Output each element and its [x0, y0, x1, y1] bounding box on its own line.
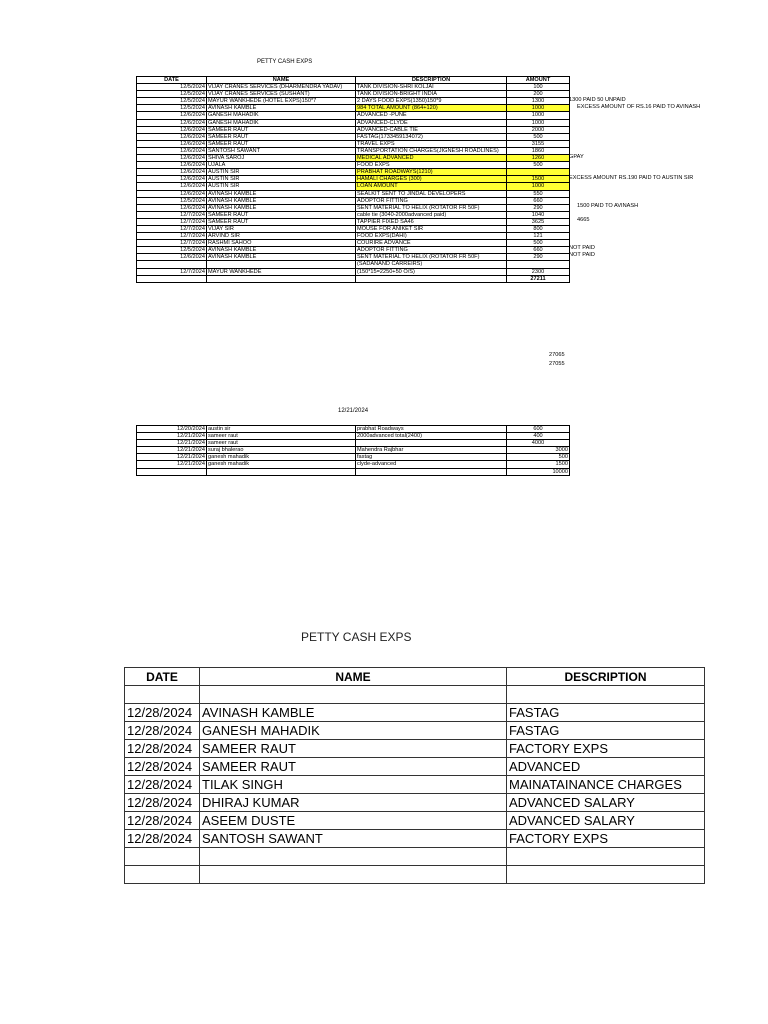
cell-desc [356, 440, 507, 447]
table-row [137, 461, 570, 468]
cell-date: 12/5/2024 [137, 84, 207, 91]
table-row [125, 830, 705, 848]
cell-amount: 500 [507, 454, 570, 461]
cell-name: SANTOSH SAWANT [207, 147, 356, 154]
table-row [137, 440, 570, 447]
cell-desc: TRANSPORTATION CHARGES(JIGNESH ROADLINES) [356, 147, 507, 154]
table-row [125, 704, 705, 722]
table-row [125, 866, 705, 884]
cell-date: 12/6/2024 [137, 126, 207, 133]
cell-desc: TAPPIER FIXED SA46 [356, 218, 507, 225]
empty-cell [356, 275, 507, 282]
cell-date: 12/7/2024 [137, 240, 207, 247]
cell-name: GANESH MAHADIK [200, 722, 507, 740]
cell-desc: LOAN AMOUNT [356, 183, 507, 190]
cell-date: 12/6/2024 [137, 133, 207, 140]
table-row [125, 740, 705, 758]
cell-desc: FASTAG(1733459134072) [356, 133, 507, 140]
cell-amount: 400 [507, 433, 570, 440]
cell-name: TILAK SINGH [200, 776, 507, 794]
cell-name [200, 686, 507, 704]
cell-desc: HAMALI CHARGES (300) [356, 176, 507, 183]
total-row [137, 275, 570, 282]
table-row [125, 776, 705, 794]
cell-date: 12/7/2024 [137, 233, 207, 240]
cell-desc: prabhat Roadways [356, 426, 507, 433]
cell-amount [507, 169, 570, 176]
cell-name: AVINASH KAMBLE [207, 197, 356, 204]
side-note: EXCESS AMOUNT OF RS.16 PAID TO AVINASH [577, 104, 701, 111]
cell-name: austin sir [207, 426, 356, 433]
petty-cash-table-3 [124, 667, 705, 884]
cell-desc: cable tie (3040-2000advanced paid) [356, 211, 507, 218]
cell-amount: 1860 [507, 147, 570, 154]
table-row [137, 197, 570, 204]
cell-amount [507, 261, 570, 268]
cell-amount: 3155 [507, 140, 570, 147]
cell-desc: MEDICAL ADVANCED [356, 155, 507, 162]
cell-name: SHIVA SAROJ [207, 155, 356, 162]
table-row [137, 91, 570, 98]
cell-date: 12/5/2024 [137, 197, 207, 204]
cell-name: VIJAY SIR [207, 225, 356, 232]
cell-name: ganesh mahadik [207, 461, 356, 468]
cell-amount: 200 [507, 91, 570, 98]
header-date: DATE [125, 668, 200, 686]
section2-date-title: 12/21/2024 [338, 408, 369, 414]
side-note: GPAY [569, 153, 584, 160]
table-row [137, 147, 570, 154]
table-row [137, 468, 570, 475]
cell-name: MAYUR WANKHEDE [207, 268, 356, 275]
cell-desc: FASTAG [507, 722, 705, 740]
cell-date: 12/7/2024 [137, 211, 207, 218]
cell-name [207, 468, 356, 475]
cell-desc: FASTAG [507, 704, 705, 722]
cell-date: 12/6/2024 [137, 140, 207, 147]
table-row [137, 162, 570, 169]
cell-name: sameer raut [207, 433, 356, 440]
cell-amount: 1500 [507, 461, 570, 468]
side-note: NOT PAID [569, 245, 595, 252]
cell-amount: 1300 [507, 98, 570, 105]
cell-desc: FACTORY EXPS [507, 830, 705, 848]
cell-date: 12/28/2024 [125, 830, 200, 848]
cell-name: MAYUR WANKHEDE (HOTEL EXPS)150*7 [207, 98, 356, 105]
cell-date: 12/21/2024 [137, 440, 207, 447]
cell-date [125, 848, 200, 866]
cell-name: UJALA [207, 162, 356, 169]
cell-desc: TANK DIVISION-SHRI KOLJAI [356, 84, 507, 91]
cell-amount: 660 [507, 197, 570, 204]
cell-date: 12/6/2024 [137, 112, 207, 119]
cell-amount: 121 [507, 233, 570, 240]
table-row [137, 169, 570, 176]
table-row [137, 225, 570, 232]
table-row [137, 233, 570, 240]
cell-name: AVINASH KAMBLE [207, 204, 356, 211]
cell-amount: 3625 [507, 218, 570, 225]
cell-name [200, 866, 507, 884]
empty-cell [207, 275, 356, 282]
table-row [137, 112, 570, 119]
cell-desc [507, 686, 705, 704]
cell-amount: 660 [507, 247, 570, 254]
cell-date: 12/28/2024 [125, 722, 200, 740]
table-row [137, 190, 570, 197]
cell-date [137, 261, 207, 268]
cell-amount: 1040 [507, 211, 570, 218]
cell-desc: ADOPTOR FITTING [356, 247, 507, 254]
table-row [137, 105, 570, 112]
header-amount: AMOUNT [507, 77, 570, 84]
table-row [125, 848, 705, 866]
cell-date: 12/6/2024 [137, 162, 207, 169]
cell-date: 12/7/2024 [137, 268, 207, 275]
petty-cash-title-3: PETTY CASH EXPS [301, 630, 412, 644]
cell-name: ASEEM DUSTE [200, 812, 507, 830]
cell-desc: COURIRE ADVANCE [356, 240, 507, 247]
cell-name: GANESH MAHADIK [207, 119, 356, 126]
cell-name: suraj bhalerao [207, 447, 356, 454]
cell-date: 12/7/2024 [137, 225, 207, 232]
cell-name: DHIRAJ KUMAR [200, 794, 507, 812]
cell-desc: SEALKIT SENT TO JINDAL DEVELOPERS [356, 190, 507, 197]
cell-amount: 1000 [507, 112, 570, 119]
cell-date: 12/28/2024 [125, 812, 200, 830]
cell-desc: ADVANCED -PUNE [356, 112, 507, 119]
cell-name: SAMEER RAUT [207, 126, 356, 133]
cell-desc: TRAVEL EXPS [356, 140, 507, 147]
header-date: DATE [137, 77, 207, 84]
total-amount: 27211 [507, 275, 570, 282]
cell-date: 12/5/2024 [137, 105, 207, 112]
cell-name: SAMEER RAUT [207, 218, 356, 225]
cell-amount: 500 [507, 133, 570, 140]
cell-date [125, 686, 200, 704]
cell-desc: ADVANCED SALARY [507, 794, 705, 812]
cell-date [137, 468, 207, 475]
cell-date: 12/28/2024 [125, 794, 200, 812]
cell-date: 12/6/2024 [137, 176, 207, 183]
cell-amount: 500 [507, 162, 570, 169]
table-row [125, 758, 705, 776]
cell-date: 12/5/2024 [137, 247, 207, 254]
cell-date [125, 866, 200, 884]
table-row [137, 261, 570, 268]
petty-cash-title-1: PETTY CASH EXPS [257, 59, 313, 65]
table-row [137, 140, 570, 147]
header-name: NAME [200, 668, 507, 686]
cell-date: 12/6/2024 [137, 119, 207, 126]
table-row [137, 176, 570, 183]
table-row [137, 155, 570, 162]
table-row [137, 454, 570, 461]
cell-date: 12/28/2024 [125, 704, 200, 722]
cell-desc [507, 866, 705, 884]
table-row [125, 722, 705, 740]
cell-date: 12/21/2024 [137, 433, 207, 440]
empty-cell [137, 275, 207, 282]
cell-date: 12/28/2024 [125, 740, 200, 758]
cell-desc: 984 TOTAL AMOUNT (864+120) [356, 105, 507, 112]
cell-date: 12/21/2024 [137, 447, 207, 454]
table-row [137, 126, 570, 133]
cell-amount: 550 [507, 190, 570, 197]
petty-cash-table-1 [136, 76, 570, 283]
cell-amount: 290 [507, 204, 570, 211]
cell-name: SANTOSH SAWANT [200, 830, 507, 848]
side-note: 1500 PAID TO AVINASH [577, 202, 639, 209]
table-row [137, 204, 570, 211]
table-row [137, 211, 570, 218]
header-description: DESCRIPTION [507, 668, 705, 686]
cell-name: SAMEER RAUT [200, 758, 507, 776]
table-row [137, 268, 570, 275]
cell-desc: FACTORY EXPS [507, 740, 705, 758]
cell-name: VIJAY CRANES SERVICES (SUSHANT) [207, 91, 356, 98]
cell-name: ARVIND SIR [207, 233, 356, 240]
cell-amount: 800 [507, 225, 570, 232]
cell-desc: 2 DAYS FOOD EXPS(1350)150*9 [356, 98, 507, 105]
cell-amount: 1000 [507, 119, 570, 126]
table-row [125, 812, 705, 830]
cell-name: SAMEER RAUT [207, 211, 356, 218]
cell-amount: 500 [507, 240, 570, 247]
cell-name: AVINASH KAMBLE [200, 704, 507, 722]
cell-desc: 2000advanced total(2400) [356, 433, 507, 440]
table-row [125, 794, 705, 812]
cell-desc: ADOPTOR FITTING [356, 197, 507, 204]
table-row [137, 433, 570, 440]
cell-name [200, 848, 507, 866]
cell-amount: 1000 [507, 183, 570, 190]
cell-amount: 100 [507, 84, 570, 91]
table-row [137, 240, 570, 247]
cell-date: 12/28/2024 [125, 758, 200, 776]
cell-name: AVINASH KAMBLE [207, 247, 356, 254]
cell-date: 12/5/2024 [137, 91, 207, 98]
cell-amount: 1000 [507, 105, 570, 112]
table-row [137, 447, 570, 454]
cell-name: SAMEER RAUT [207, 133, 356, 140]
cell-desc: PRABHAT ROADWAYS(1210) [356, 169, 507, 176]
table-row [137, 183, 570, 190]
cell-name: AUSTIN SIR [207, 183, 356, 190]
side-note: 4665 [577, 216, 590, 223]
cell-amount: 10000 [507, 468, 570, 475]
cell-date: 12/5/2024 [137, 98, 207, 105]
cell-amount: 3000 [507, 447, 570, 454]
cell-name [207, 261, 356, 268]
cell-amount: 2300 [507, 268, 570, 275]
check-total-1: 27065 [549, 352, 565, 358]
cell-desc: (SADANAND CARREIRS) [356, 261, 507, 268]
cell-desc: clyde-advanced [356, 461, 507, 468]
table-row [137, 426, 570, 433]
cell-date: 12/6/2024 [137, 155, 207, 162]
check-total-2: 27055 [549, 361, 565, 367]
cell-desc: Mahendra Rajbhar [356, 447, 507, 454]
cell-date: 12/21/2024 [137, 461, 207, 468]
table-row [137, 133, 570, 140]
cell-date: 12/6/2024 [137, 147, 207, 154]
cell-name: AVINASH KAMBLE [207, 254, 356, 261]
cell-desc [356, 468, 507, 475]
cell-desc: MOUSE FOR ANIKET SIR [356, 225, 507, 232]
cell-desc: FOOD EXPS [356, 162, 507, 169]
cell-name: AUSTIN SIR [207, 169, 356, 176]
cell-amount: 290 [507, 254, 570, 261]
table-row [137, 218, 570, 225]
cell-date: 12/7/2024 [137, 218, 207, 225]
cell-desc: TANK DIVISION-BRIGHT INDIA [356, 91, 507, 98]
side-note: EXCESS AMOUNT RS.190 PAID TO AUSTIN SIR [569, 174, 694, 181]
cell-amount: 1260 [507, 155, 570, 162]
cell-name: AUSTIN SIR [207, 176, 356, 183]
cell-date: 12/6/2024 [137, 204, 207, 211]
cell-date: 12/6/2024 [137, 169, 207, 176]
table-row [125, 686, 705, 704]
cell-date: 12/21/2024 [137, 454, 207, 461]
header-name: NAME [207, 77, 356, 84]
cell-date: 12/20/2024 [137, 426, 207, 433]
table-row [137, 84, 570, 91]
cell-name: ganesh mahadik [207, 454, 356, 461]
cell-desc: ADVANCED [507, 758, 705, 776]
cell-desc: MAINATAINANCE CHARGES [507, 776, 705, 794]
cell-amount: 1500 [507, 176, 570, 183]
cell-desc: (150*15=2250+50 O/S) [356, 268, 507, 275]
table-row [137, 254, 570, 261]
cell-date: 12/6/2024 [137, 190, 207, 197]
cell-name: SAMEER RAUT [200, 740, 507, 758]
cell-date: 12/6/2024 [137, 183, 207, 190]
cell-desc [507, 848, 705, 866]
cell-amount: 600 [507, 426, 570, 433]
cell-desc: SENT MATERIAL TO HELIX (ROTATOR FR 50F) [356, 204, 507, 211]
cell-name: RASHMI SAHOO [207, 240, 356, 247]
cell-desc: ADVANCED SALARY [507, 812, 705, 830]
cell-name: GANESH MAHADIK [207, 112, 356, 119]
table-row [137, 119, 570, 126]
cell-amount: 4000 [507, 440, 570, 447]
side-note: 1300 PAID 50 UNPAID [569, 97, 626, 104]
petty-cash-table-2 [136, 425, 570, 476]
cell-name: AVINASH KAMBLE [207, 105, 356, 112]
cell-desc: ADVANCED-CLYDE [356, 119, 507, 126]
cell-name: SAMEER RAUT [207, 140, 356, 147]
side-note: NOT PAID [569, 252, 595, 259]
header-description: DESCRIPTION [356, 77, 507, 84]
table-row [137, 98, 570, 105]
cell-desc: SENT MATERIAL TO HELIX (ROTATOR FR 50F) [356, 254, 507, 261]
cell-date: 12/28/2024 [125, 776, 200, 794]
cell-desc: ADVANCED-CABLE TIE [356, 126, 507, 133]
cell-amount: 2000 [507, 126, 570, 133]
cell-name: sameer raut [207, 440, 356, 447]
cell-date: 12/6/2024 [137, 254, 207, 261]
cell-name: VIJAY CRANES SERVICES (DHARMENDRA YADAV) [207, 84, 356, 91]
table-row [137, 247, 570, 254]
cell-name: AVINASH KAMBLE [207, 190, 356, 197]
cell-desc: fastag [356, 454, 507, 461]
cell-desc: FOOD EXPS(DAHI) [356, 233, 507, 240]
